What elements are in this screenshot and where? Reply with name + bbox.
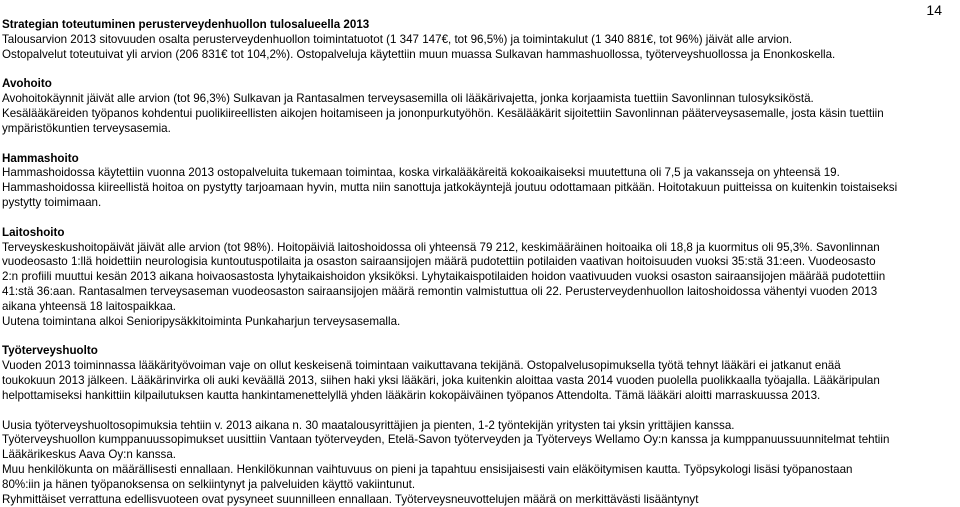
laitoshoito-line: Uutena toimintana alkoi Senioripysäkkitoiminta Punkaharjun terveysasemalla. [2, 314, 401, 328]
laitoshoito-line: vuodeosasto 1:llä hoidettiin neurologisia kuntoutuspotilaita ja osaston sairaansijojen määrä pudotettiin potilaiden vaativan hoitoisuuden vuoksi 35:stä 31:een. Vuodeosasto [2, 255, 876, 269]
tyoterveyshuolto-line: 80%:iin ja hänen työpanoksensa on selkiintynyt ja palveluiden käyttö vakiintunut. [2, 477, 416, 491]
tyoterveyshuolto-line: toukokuun 2013 jälkeen. Lääkärinvirka oli auki keväällä 2013, siihen haki yksi lääkäri, joka kuitenkin aloittaa vasta 2014 vuoden puolella puolikkaalla työajalla. Lääkäripulan [2, 373, 880, 387]
laitoshoito-line: aikana yhteensä 18 laitospaikkaa. [2, 299, 177, 313]
tyoterveyshuolto-section [2, 344, 957, 507]
intro-line: Talousarvion 2013 sitovuuden osalta perusterveydenhuollon toimintatuotot (1 347 147€, tot 96,5%) ja toimintakulut (1 340 881€, tot 96%) jäivät alle arvion. [2, 32, 793, 46]
tyoterveyshuolto-line: Uusia työterveyshuoltosopimuksia tehtiin v. 2013 aikana n. 30 maatalousyrittäjien ja pienten, 1-2 työntekijän yritysten tai yksin yrittäjien kanssa. [2, 418, 735, 432]
laitoshoito-section [2, 226, 957, 330]
hammashoito-line: Hammashoidossa kiireellistä hoitoa on pystytty tarjoamaan hyvin, mutta niin sanottuja jatkokäyntejä joutuu odottamaan pitkään. Hoitotakuun puitteissa on kuitenkin toistaiseksi [2, 181, 898, 195]
tyoterveyshuolto-heading: Työterveyshuolto [2, 344, 98, 358]
avohoito-line: Kesälääkäreiden työpanos kohdentui puolikiireellisten aikojen hoitamiseen ja jononpurkutyöhön. Kesälääkärit sijoitettiin Savonlinnan pääterveysasemalle, josta käsin tuettiin [2, 106, 884, 120]
page-number: 14 [926, 2, 942, 18]
avohoito-section [2, 77, 957, 136]
hammashoito-line: Hammashoidossa käytettiin vuonna 2013 ostopalveluita tukemaan toimintaa, koska virkalääkäreitä kokoaikaiseksi muutettuna oli 7,5 ja vakansseja on yhteensä 19. [2, 166, 840, 180]
tyoterveyshuolto-line: Muu henkilökunta on määrällisesti ennallaan. Henkilökunnan vaihtuvuus on pieni ja tapahtuu ensisijaisesti vain eläköitymisen kautta. Työpsykologi lisäsi työpanostaan [2, 462, 853, 476]
intro-section [2, 18, 957, 62]
tyoterveyshuolto-line: Työterveyshuollon kumppanuussopimukset uusittiin Vantaan työterveyden, Etelä-Savon työterveyden ja Työterveys Wellamo Oy:n kanssa ja kumppanuussuunnitelmat tehtiin [2, 433, 890, 447]
tyoterveyshuolto-line: Vuoden 2013 toiminnassa lääkärityövoiman vaje on ollut keskeisenä toimintaan vaikuttavana tekijänä. Ostopalvelusopimuksella työtä tehnyt lääkäri ei jatkanut enää [2, 359, 841, 373]
document-content [2, 18, 957, 507]
hammashoito-line: pystytty toimimaan. [2, 195, 102, 209]
avohoito-heading: Avohoito [2, 77, 52, 91]
tyoterveyshuolto-line: helpottamiseksi hankittiin kilpailutuksen kautta hankintamenettelyllä yhden lääkärin kokopäiväinen työpanos Attendolta. Tämä lääkäri aloitti marraskuussa 2013. [2, 388, 821, 402]
laitoshoito-line: 41:stä 36:aan. Rantasalmen terveysaseman vuodeosaston sairaansijojen määrä remontin valmistuttua oli 22. Perusterveydenhuollon laitoshoidossa vähentyi vuoden 2013 [2, 284, 878, 298]
avohoito-line: Avohoitokäynnit jäivät alle arvion (tot 96,3%) Sulkavan ja Rantasalmen terveysasemilla oli lääkärivajetta, jonka korjaamista tuettiin Savonlinnan tulosyksiköstä. [2, 92, 814, 106]
laitoshoito-heading: Laitoshoito [2, 225, 65, 239]
laitoshoito-line: Terveyskeskushoitopäivät jäivät alle arvion (tot 98%). Hoitopäiviä laitoshoidossa oli yhteensä 79 212, keskimääräinen hoitoaika oli 18,8 ja kuormitus oli 95,3%. Savonlinnan [2, 240, 880, 254]
hammashoito-section [2, 152, 957, 211]
avohoito-line: ympäristökuntien terveysasemia. [2, 121, 171, 135]
intro-line: Ostopalvelut toteutuivat yli arvion (206 831€ tot 104,2%). Ostopalveluja käytettiin muun muassa Sulkavan hammashuollossa, työterveyshuollossa ja Enonkoskella. [2, 47, 836, 61]
tyoterveyshuolto-line: Lääkärikeskus Aava Oy:n kanssa. [2, 448, 176, 462]
tyoterveyshuolto-line: Ryhmittäiset verrattuna edellisvuoteen ovat pysyneet suunnilleen ennallaan. Työterveysneuvottelujen määrä on merkittävästi lisääntynyt [2, 492, 699, 506]
hammashoito-heading: Hammashoito [2, 151, 79, 165]
laitoshoito-line: 2:n profiili muuttui kesän 2013 aikana hoivaosastosta lyhytaikaishoidon yksiköksi. Lyhytaikaispotilaiden hoidon vaativuuden vuoksi osaston sairaansijojen määrää pudotettiin [2, 270, 886, 284]
intro-heading: Strategian toteutuminen perusterveydenhuollon tulosalueella 2013 [2, 18, 370, 31]
